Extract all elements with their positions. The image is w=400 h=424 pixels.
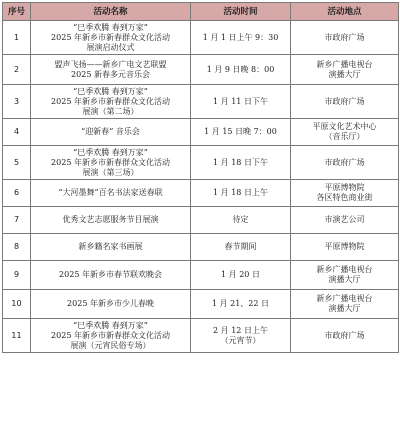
- header-place: 活动地点: [291, 3, 399, 21]
- activity-name-cell-line: 新乡籍名家书画展: [78, 242, 143, 251]
- table-row: [3, 261, 399, 290]
- activity-place-cell: [291, 21, 399, 55]
- activity-name-cell: [31, 85, 191, 119]
- activity-time-cell: [191, 234, 291, 261]
- row-number: 11: [3, 319, 31, 353]
- row-number: 9: [3, 261, 31, 290]
- table-row: [3, 85, 399, 119]
- table-header-row: [3, 3, 399, 21]
- activity-name-cell-line: 盟声飞扬——新乡广电文艺联盟: [54, 59, 167, 69]
- activity-place-cell-line: 平原博物院: [324, 242, 365, 251]
- activity-time-cell-line: 1 月 9 日晚 8：00: [206, 64, 275, 74]
- activity-place-cell: [291, 55, 399, 85]
- activity-place-cell-line: 演播大厅: [328, 304, 361, 313]
- activity-name-cell-line: 展演（第二场）: [82, 106, 139, 116]
- activity-name-cell: [31, 319, 191, 353]
- activity-place-cell: [291, 261, 399, 290]
- activity-time-cell-line: 1 月 11 日下午: [213, 96, 268, 106]
- activity-name-cell: [31, 55, 191, 85]
- activity-name-cell-line: 展演（元宵民俗专场）: [70, 340, 151, 350]
- activity-name-cell: [31, 119, 191, 146]
- activity-place-cell-line: 市政府广场: [324, 330, 365, 340]
- activity-place-cell: [291, 207, 399, 234]
- activity-name-cell-line: 2025 年新乡市春节联欢晚会: [59, 270, 162, 279]
- activity-name-cell-line: 展演（第三场）: [82, 167, 139, 177]
- activity-time-cell-line: 1 月 21、22 日: [211, 299, 270, 308]
- row-number: 1: [3, 21, 31, 55]
- activity-place-cell: [291, 119, 399, 146]
- table-row: [3, 290, 399, 319]
- activity-name-cell-line: 2025 年新乡市新春群众文化活动: [51, 32, 170, 42]
- activity-place-cell: [291, 85, 399, 119]
- activity-time-cell: [191, 207, 291, 234]
- activity-place-cell-line: 市政府广场: [324, 157, 365, 167]
- activity-name-cell-line: “巳季欢腾 春到万家”: [73, 22, 148, 32]
- row-number: 3: [3, 85, 31, 119]
- activity-time-cell-line: 1 月 1 日上午 9：30: [202, 32, 279, 42]
- table-row: [3, 55, 399, 85]
- activity-place-cell-line: 平原博物院: [324, 183, 365, 192]
- activity-time-cell: [191, 55, 291, 85]
- table-row: [3, 146, 399, 180]
- activity-time-cell: [191, 290, 291, 319]
- activity-time-cell-line: 1 月 15 日晚 7：00: [204, 127, 277, 136]
- activity-name-cell-line: 2025 新春多元音乐会: [71, 69, 150, 79]
- activity-name-cell-line: “大河墨舞”百名书法家送春联: [58, 188, 163, 197]
- activity-time-cell: [191, 119, 291, 146]
- row-number: 5: [3, 146, 31, 180]
- activity-name-cell: [31, 207, 191, 234]
- row-number: 2: [3, 55, 31, 85]
- activity-place-cell: [291, 290, 399, 319]
- table-body: [3, 21, 399, 353]
- table-row: [3, 319, 399, 353]
- activity-place-cell-line: 演播大厅: [328, 69, 361, 79]
- activity-time-cell: [191, 21, 291, 55]
- activity-place-cell-line: 新乡广播电视台: [316, 265, 373, 274]
- row-number: 4: [3, 119, 31, 146]
- row-number: 10: [3, 290, 31, 319]
- activity-name-cell: [31, 21, 191, 55]
- activity-place-cell-line: 市政府广场: [324, 96, 365, 106]
- table-row: [3, 207, 399, 234]
- activity-time-cell-line: 春节期间: [224, 242, 257, 251]
- activity-time-cell-line: （元宵节）: [220, 335, 261, 345]
- activity-place-cell-line: 平原文化艺术中心: [312, 122, 377, 131]
- activity-name-cell-line: 优秀文艺志愿服务节目展演: [62, 215, 159, 224]
- activity-name-cell-line: “巳季欢腾 春到万家”: [73, 147, 148, 157]
- activity-name-cell-line: “巳季欢腾 春到万家”: [73, 320, 148, 330]
- activity-name-cell-line: “迎新春” 音乐会: [81, 127, 140, 136]
- activity-place-cell: [291, 319, 399, 353]
- activity-time-cell-line: 1 月 20 日: [221, 270, 260, 279]
- activity-time-cell: [191, 261, 291, 290]
- activity-name-cell-line: 展演启动仪式: [86, 42, 135, 52]
- activity-name-cell-line: 2025 年新乡市新春群众文化活动: [51, 157, 170, 167]
- table-row: [3, 21, 399, 55]
- activity-name-cell: [31, 180, 191, 207]
- header-time: 活动时间: [191, 3, 291, 21]
- activity-place-cell: [291, 146, 399, 180]
- activity-name-cell-line: 2025 年新乡市新春群众文化活动: [51, 96, 170, 106]
- activity-time-cell-line: 1 月 18 日上午: [213, 188, 268, 197]
- row-number: 6: [3, 180, 31, 207]
- table-row: [3, 119, 399, 146]
- activity-name-cell: [31, 261, 191, 290]
- header-name: 活动名称: [31, 3, 191, 21]
- row-number: 8: [3, 234, 31, 261]
- activity-time-cell-line: 待定: [232, 215, 249, 224]
- activity-schedule-table: [2, 2, 399, 353]
- activity-place-cell-line: 各区特色商业街: [316, 193, 373, 202]
- activity-name-cell-line: 2025 年新乡市少儿春晚: [67, 299, 154, 308]
- table-row: [3, 234, 399, 261]
- activity-time-cell: [191, 180, 291, 207]
- activity-place-cell-line: 新乡广播电视台: [316, 294, 373, 303]
- activity-name-cell: [31, 146, 191, 180]
- activity-place-cell-line: 新乡广播电视台: [316, 59, 373, 69]
- row-number: 7: [3, 207, 31, 234]
- activity-time-cell-line: 2 月 12 日上午: [213, 325, 268, 335]
- activity-time-cell-line: 1 月 18 日下午: [213, 157, 268, 167]
- activity-place-cell-line: （音乐厅）: [324, 132, 365, 141]
- activity-place-cell: [291, 180, 399, 207]
- activity-time-cell: [191, 319, 291, 353]
- activity-name-cell-line: 2025 年新乡市新春群众文化活动: [51, 330, 170, 340]
- activity-time-cell: [191, 146, 291, 180]
- activity-time-cell: [191, 85, 291, 119]
- activity-place-cell-line: 市政府广场: [324, 32, 365, 42]
- activity-name-cell: [31, 290, 191, 319]
- activity-place-cell-line: 市演艺公司: [324, 215, 365, 224]
- activity-name-cell: [31, 234, 191, 261]
- table-row: [3, 180, 399, 207]
- activity-place-cell-line: 演播大厅: [328, 275, 361, 284]
- header-no: 序号: [3, 3, 31, 21]
- activity-place-cell: [291, 234, 399, 261]
- activity-name-cell-line: “巳季欢腾 春到万家”: [73, 86, 148, 96]
